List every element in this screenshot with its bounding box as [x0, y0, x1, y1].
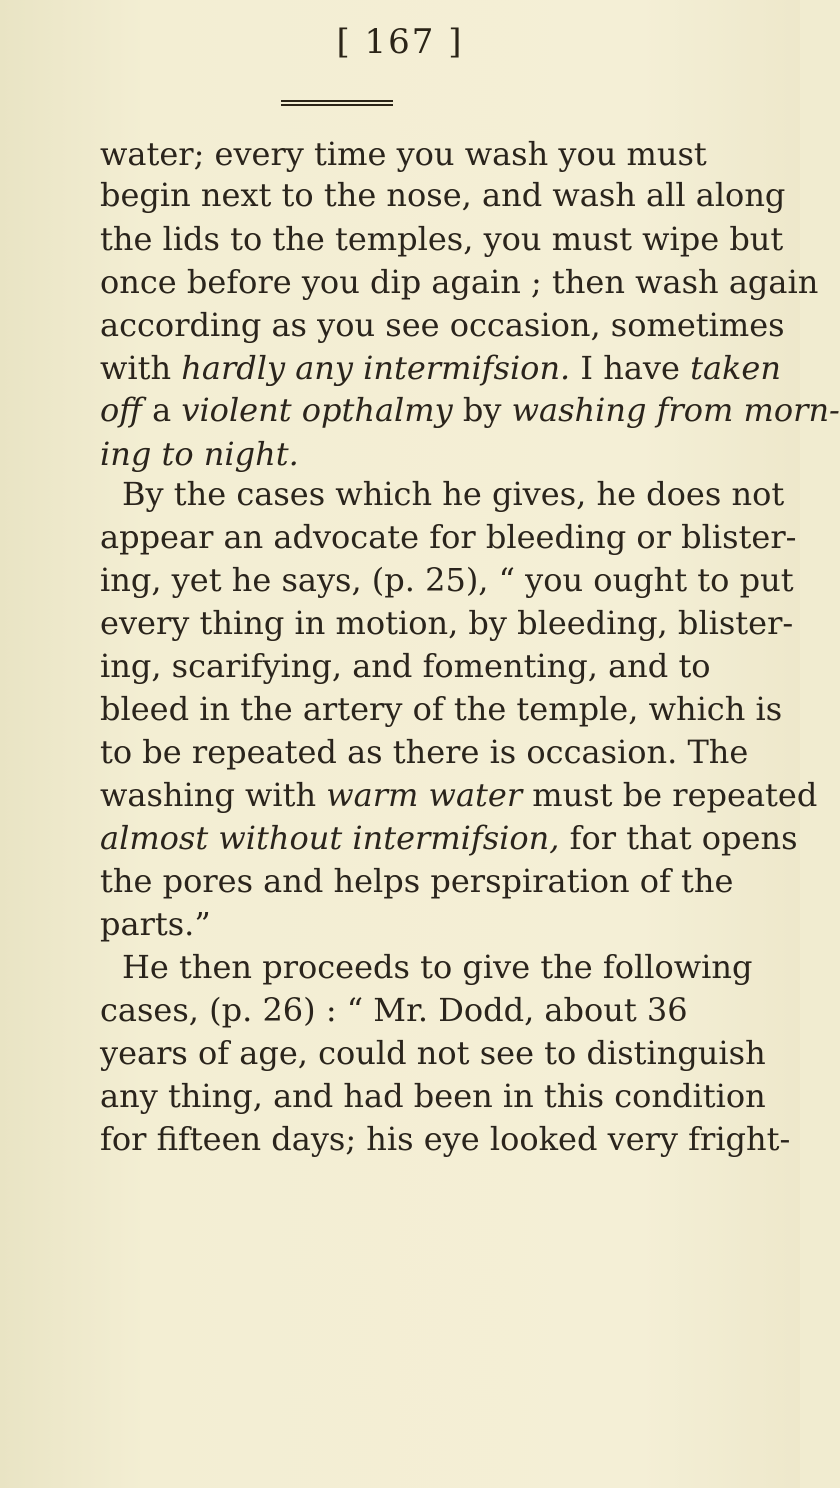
text-run: the lids to the temples, you must wipe but — [100, 220, 784, 258]
text-line — [100, 219, 784, 259]
text-line — [100, 861, 734, 901]
text-line — [100, 305, 785, 345]
italic-run: taken — [690, 349, 781, 387]
text-line — [100, 775, 818, 815]
italic-run: off — [100, 391, 142, 429]
text-line — [100, 732, 749, 772]
text-run: ing, yet he says, (p. 25), “ you ought to put — [100, 561, 794, 599]
text-run: to be repeated as there is occasion. The — [100, 733, 749, 771]
text-line — [100, 262, 819, 302]
text-line — [100, 603, 794, 643]
text-run: water; every time you wash you must — [100, 135, 707, 173]
text-run: appear an advocate for bleeding or blister- — [100, 518, 797, 556]
text-line — [100, 904, 656, 944]
text-run: once before you dip again ; then wash again — [100, 263, 819, 301]
text-line — [122, 947, 753, 987]
italic-run: hardly any intermifsion. — [181, 349, 571, 387]
text-line — [100, 818, 798, 858]
text-run: cases, (p. 26) : “ Mr. Dodd, about 36 — [100, 991, 688, 1029]
text-run: parts.” — [100, 905, 211, 943]
text-run: begin next to the nose, and wash all along — [100, 176, 786, 214]
text-run: according as you see occasion, sometimes — [100, 306, 785, 344]
text-run: any thing, and had been in this condition — [100, 1077, 766, 1115]
text-line — [100, 646, 711, 686]
page-number: [ 167 ] — [336, 22, 464, 62]
text-line — [100, 990, 688, 1030]
text-line — [100, 134, 707, 174]
text-line — [100, 517, 797, 557]
text-line — [100, 434, 656, 474]
italic-run: almost without intermifsion, — [100, 819, 560, 857]
text-run: ing, scarifying, and fomenting, and to — [100, 647, 711, 685]
text-line — [100, 390, 840, 430]
text-line — [122, 474, 785, 514]
text-run: washing with — [100, 776, 327, 814]
text-run: with — [100, 349, 182, 387]
text-line — [100, 560, 794, 600]
text-run: for fifteen days; his eye looked very fright- — [100, 1120, 791, 1158]
italic-run: ing to night. — [100, 435, 299, 473]
text-run: for that opens — [559, 819, 798, 857]
italic-run: warm water — [326, 776, 523, 814]
text-run: a — [141, 391, 182, 429]
text-line — [100, 175, 786, 215]
text-run: bleed in the artery of the temple, which is — [100, 690, 783, 728]
header-rule — [281, 100, 393, 106]
text-run: the pores and helps perspiration of the — [100, 862, 734, 900]
italic-run: washing from morn- — [511, 391, 840, 429]
text-line — [100, 1119, 791, 1159]
text-run: years of age, could not see to distinguish — [100, 1034, 766, 1072]
text-run: must be repeated — [522, 776, 818, 814]
text-run: By the cases which he gives, he does not — [122, 475, 785, 513]
text-line — [100, 1076, 766, 1116]
text-run: I have — [570, 349, 691, 387]
text-run: He then proceeds to give the following — [122, 948, 753, 986]
text-run: every thing in motion, by bleeding, blister- — [100, 604, 794, 642]
italic-run: violent opthalmy — [181, 391, 453, 429]
text-line — [100, 1033, 766, 1073]
text-run: by — [452, 391, 512, 429]
text-line — [100, 689, 783, 729]
text-line — [100, 348, 781, 388]
